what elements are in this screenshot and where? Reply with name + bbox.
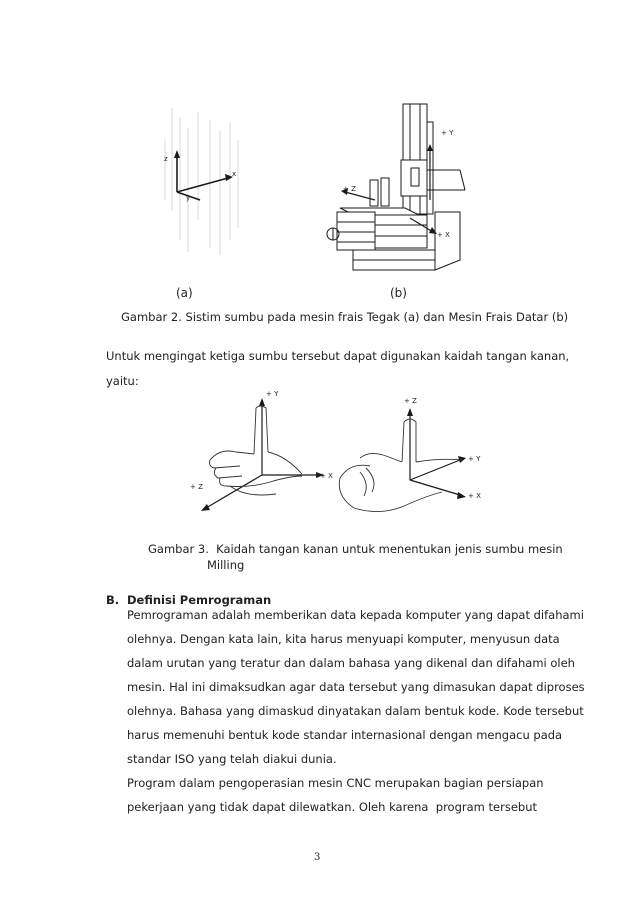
section-body [127, 603, 585, 819]
hand-right-y-label: + Y [468, 455, 481, 463]
figure-2b-horizontal-milling-machine [315, 100, 475, 275]
body-line: standar ISO yang telah diakui dunia. [127, 752, 337, 766]
figure-2a-vertical-milling-sketch [120, 100, 250, 260]
body-line: olehnya. Bahasa yang dimaskud dinyatakan dalam bentuk kode. Kode tersebut [127, 704, 584, 718]
body-line: olehnya. Dengan kata lain, kita harus menyuapi komputer, menyusun data [127, 632, 560, 646]
figure-3-left-hand-sketch [190, 390, 340, 520]
hand-left-y-label: + Y [266, 390, 279, 398]
section-marker: B. [106, 593, 120, 607]
figure-3-caption-line-2: Milling [207, 558, 245, 572]
figure-3-caption-line-1: Gambar 3. Kaidah tangan kanan untuk menentukan jenis sumbu mesin [148, 542, 563, 556]
body-line: Pemrograman adalah memberikan data kepada komputer yang dapat difahami [127, 608, 584, 622]
page-number: 3 [314, 852, 321, 863]
axis-a-x-label: x [232, 170, 237, 178]
figure-3-right-hand-sketch [330, 400, 490, 520]
body-line: mesin. Hal ini dimaksudkan agar data tersebut yang dimasukan dapat diproses [127, 680, 585, 694]
hand-left-z-label: + Z [190, 483, 203, 491]
intro-line-1: Untuk mengingat ketiga sumbu tersebut dapat digunakan kaidah tangan kanan, [106, 349, 570, 363]
intro-line-2: yaitu: [106, 374, 139, 388]
figure-2b-label: (b) [390, 286, 407, 300]
axis-b-y-label: + Y [441, 129, 454, 137]
hand-left-x-label: + X [320, 472, 333, 480]
hand-right-z-label: + Z [404, 397, 417, 405]
hand-right-x-label: + X [468, 492, 481, 500]
figure-2-caption: Gambar 2. Sistim sumbu pada mesin frais Tegak (a) dan Mesin Frais Datar (b) [121, 310, 569, 324]
figure-2a-label: (a) [176, 286, 193, 300]
body-line: dalam urutan yang teratur dan dalam bahasa yang dikenal dan difahami oleh [127, 656, 575, 670]
axis-a-y-label: y [186, 194, 191, 202]
body-line: Program dalam pengoperasian mesin CNC merupakan bagian persiapan [127, 776, 544, 790]
axis-b-x-label: + X [437, 231, 450, 239]
axis-b-z-label: + Z [343, 185, 356, 193]
axis-a-z-label: z [164, 155, 168, 163]
section-title: Definisi Pemrograman [127, 593, 272, 607]
body-line: harus memenuhi bentuk kode standar internasional dengan mengacu pada [127, 728, 563, 742]
body-line: pekerjaan yang tidak dapat dilewatkan. Oleh karena program tersebut [127, 800, 538, 814]
